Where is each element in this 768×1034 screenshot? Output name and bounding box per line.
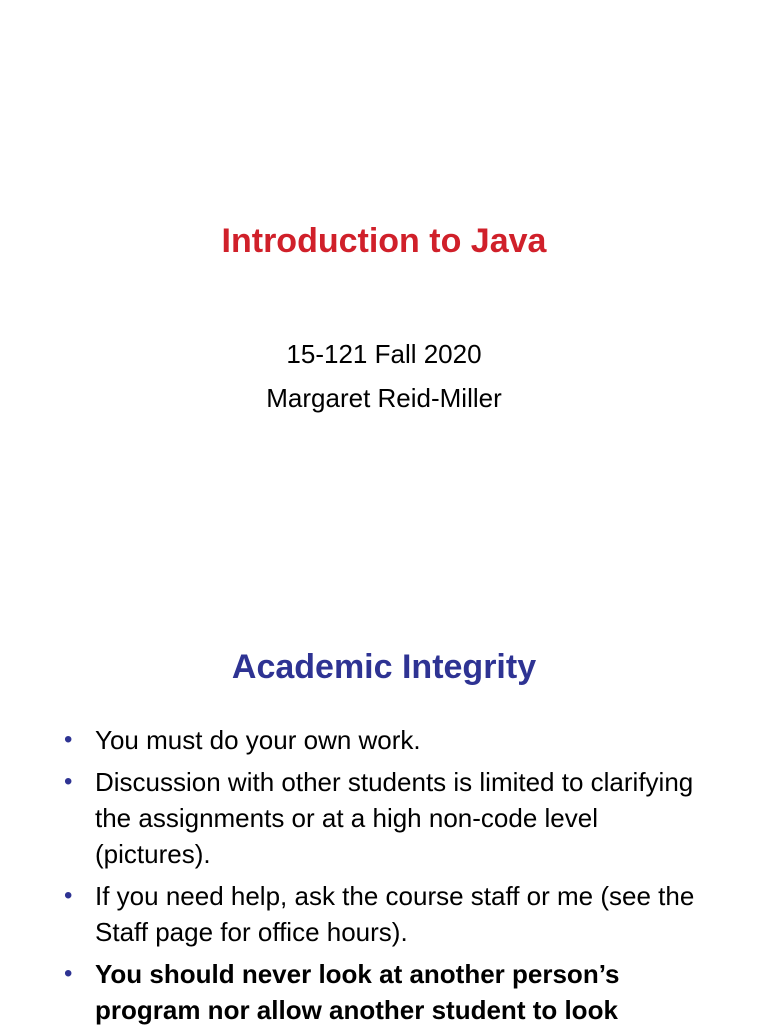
author-line: Margaret Reid-Miller — [266, 383, 502, 413]
bullet-icon: • — [64, 960, 73, 987]
section-title: Academic Integrity — [231, 648, 537, 686]
bullet-item — [0, 878, 768, 950]
course-line: 15-121 Fall 2020 — [286, 339, 482, 369]
bullet-text: You must do your own work. — [95, 725, 421, 755]
bullet-item — [0, 956, 768, 1028]
bullet-text: If you need help, ask the course staff or me (see the Staff page for office hours). — [95, 881, 695, 947]
bullet-item — [0, 722, 768, 758]
bullet-text: You should never look at another person’s program nor allow another student to look — [95, 959, 620, 1025]
bullet-list — [0, 722, 768, 1034]
slide-subtitle — [0, 332, 768, 420]
bullet-item — [0, 764, 768, 872]
bullet-icon: • — [64, 768, 73, 795]
bullet-icon: • — [64, 882, 73, 909]
bullet-icon: • — [64, 726, 73, 753]
bullet-text: Discussion with other students is limited to clarifying the assignments or at a high non-code level (pictures). — [95, 767, 694, 869]
slide-title: Introduction to Java — [221, 222, 547, 260]
